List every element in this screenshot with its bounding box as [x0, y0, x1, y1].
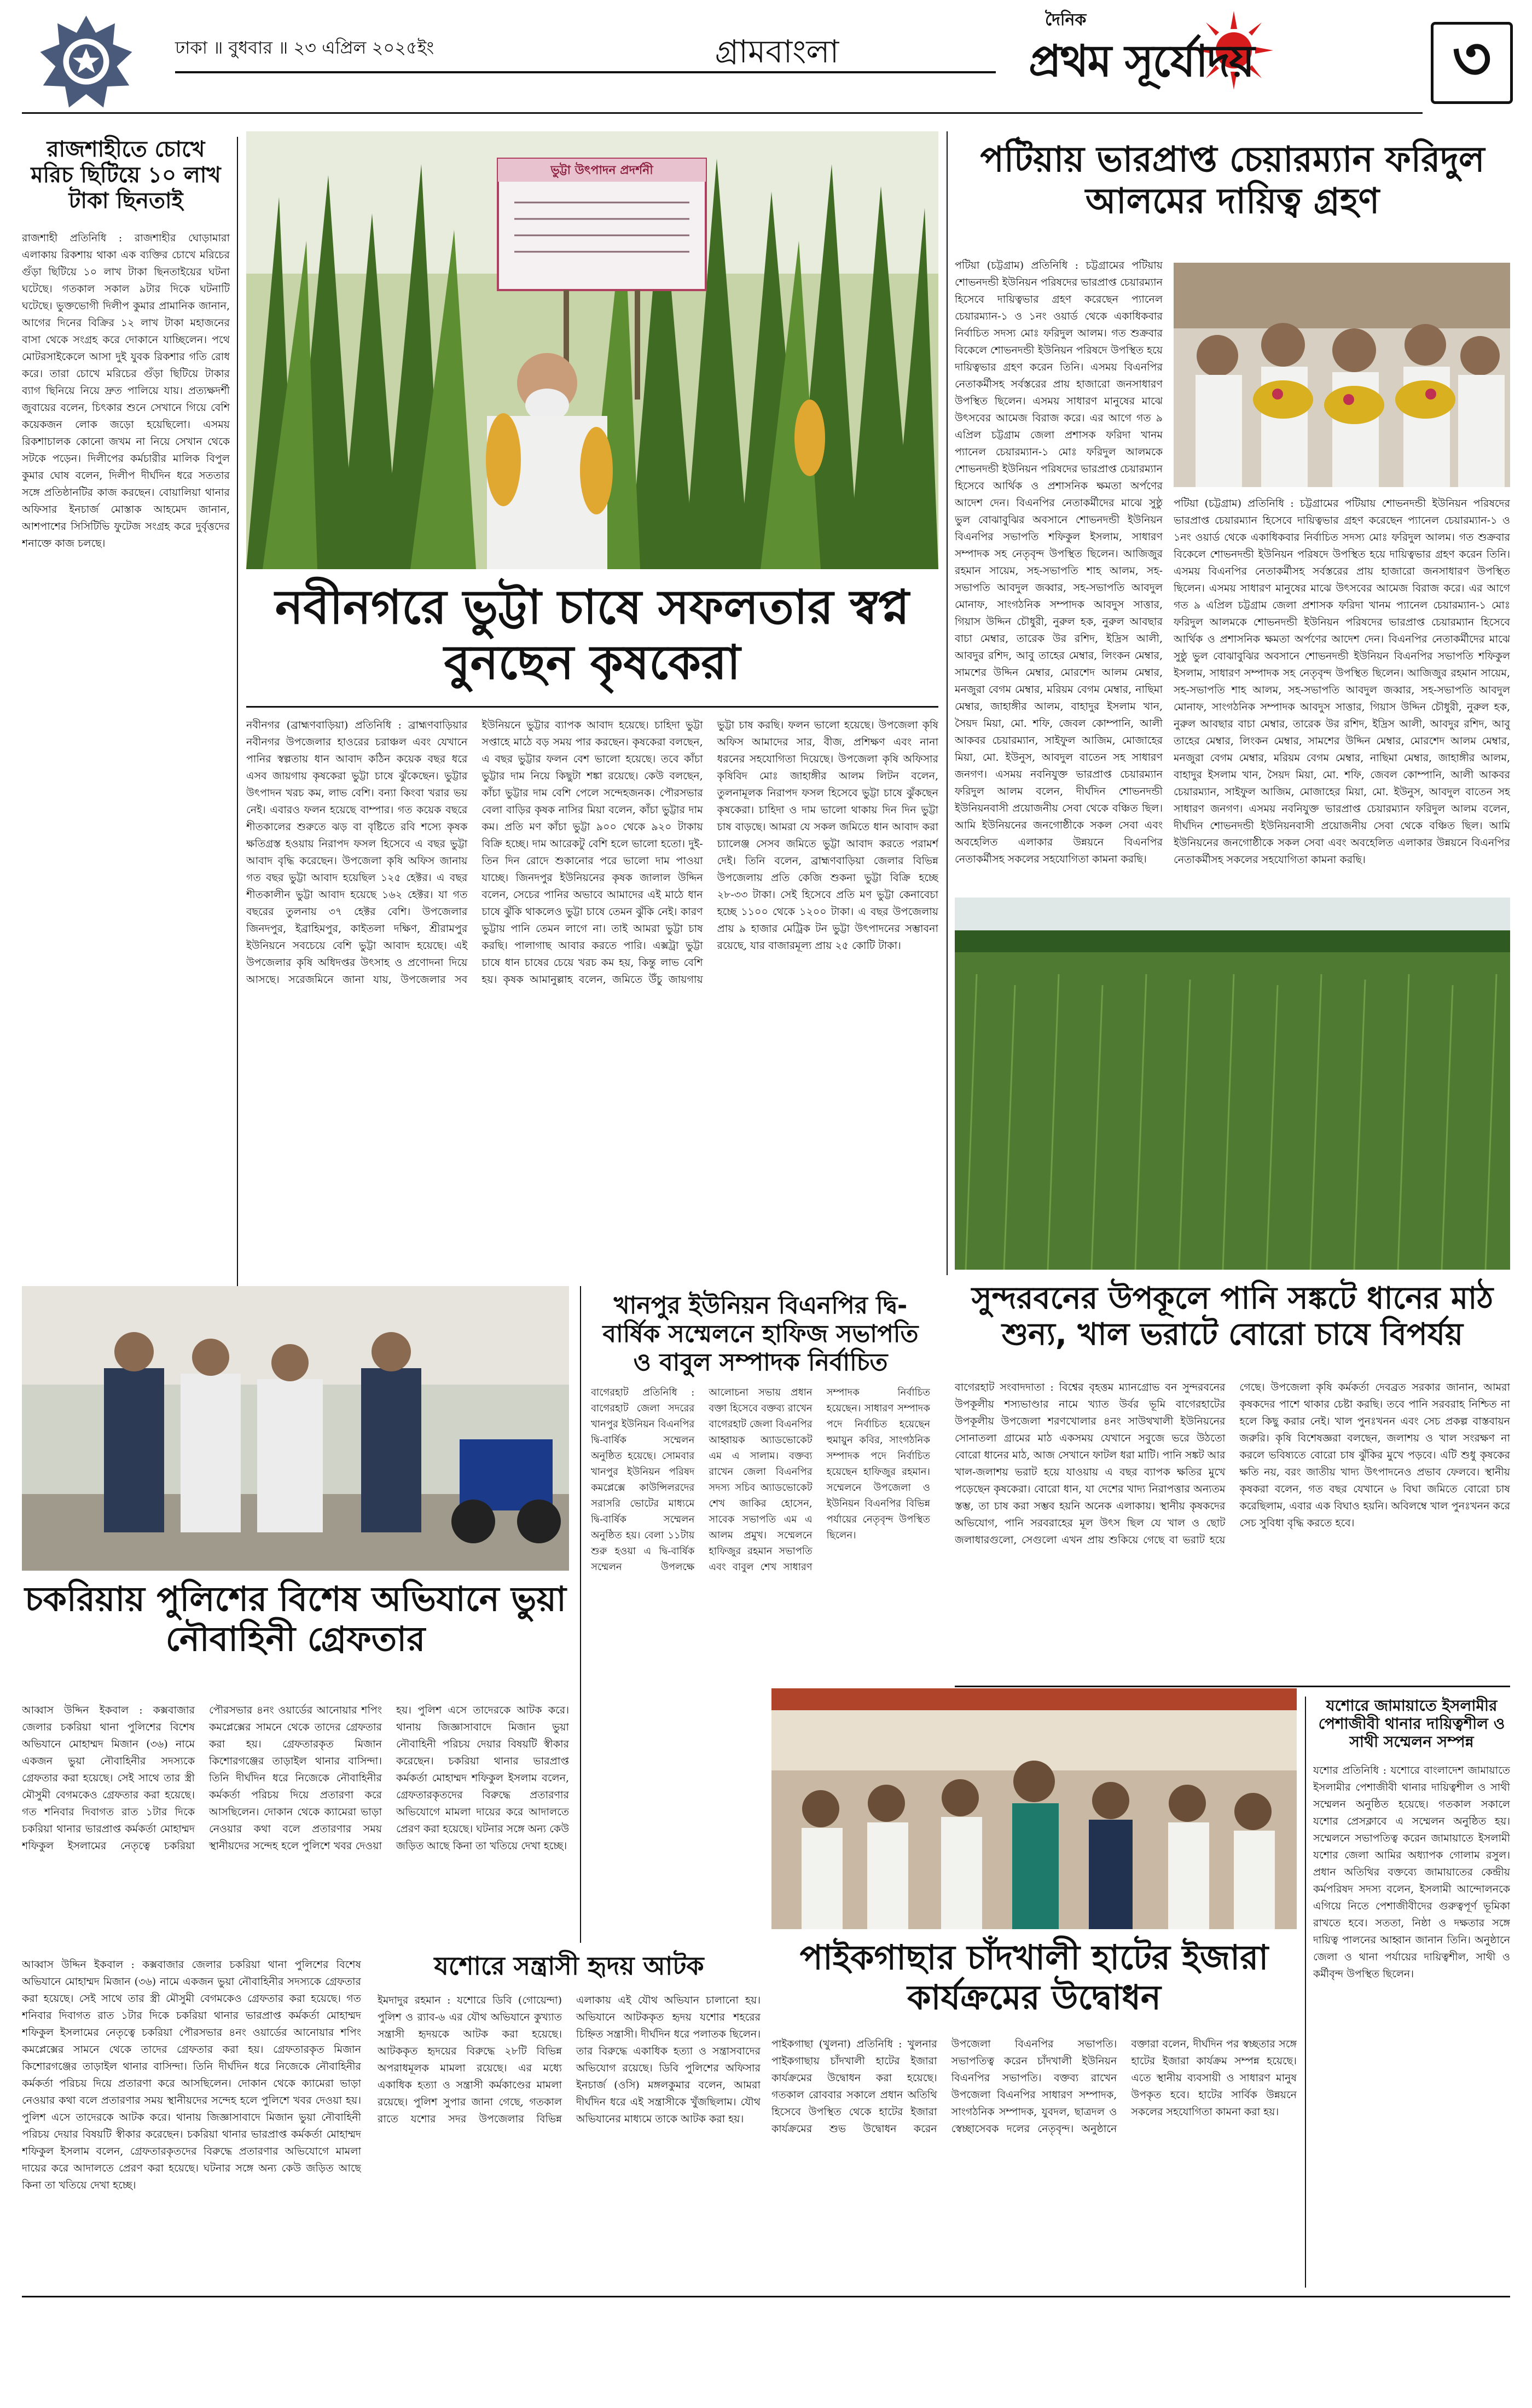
page-number: ৩	[1452, 24, 1492, 94]
corn-body: নবীনগর (ব্রাহ্মণবাড়িয়া) প্রতিনিধি : ব্রাহ্মণবাড়িয়ার নবীনগর উপজেলার হাওরের চরাঞ্চল এবং যেখানে পানির স্বল্পতায় ধান আবাদ কঠিন কয়েক বছর ধরে এসব জায়গায় কৃষকেরা ভুট্টা চাষে ঝুঁকেছেন। ভুট্টার উৎপাদন খরচ কম, লাভ বেশি। বন্যা কিংবা খরার ভয় নেই। এবারও ফলন হয়েছে বাম্পার। গত কয়েক বছরে শীতকালের শুরুতে ঝড় বা বৃষ্টিতে রবি শস্যে কৃষক ক্ষতিগ্রস্ত হওয়ায় নিরাপদ ফসল হিসেবে এ বছর ভুট্টা আবাদ বৃদ্ধি করেছেন। উপজেলা কৃষি অফিস জানায় গত বছর ভুট্টা আবাদ হয়েছিল ১২৫ হেক্টর। এ বছর শীতকালীন ভুট্টা আবাদ হয়েছে ১৬২ হেক্টর। যা গত বছরের তুলনায় ৩৭ হেক্টর বেশি। উপজেলার জিনদপুর, ইব্রাহিমপুর, কাইতলা দক্ষিণ, শ্রীরামপুর ইউনিয়নে সবচেয়ে বেশি ভুট্টা আবাদ হয়েছে। এই উপজেলার কৃষি অধিদপ্তর উৎসাহ ও প্রণোদনা দিয়ে আসছে। সরেজমিনে জানা যায়, উপজেলার সব ইউনিয়নে ভুট্টার ব্যাপক আবাদ হয়েছে। চাহিদা ভুট্টা সপ্তাহে মাঠে বড় সময় পার করছেন। কৃষকেরা বলছেন, এ বছর ভুট্টার ফলন বেশ ভালো হয়েছে। তবে কাঁচা ভুট্টার দাম নিয়ে কিছুটা শঙ্কা রয়েছে। কেউ বলছেন, কাঁচা ভুট্টার দাম বেশি পেলে সন্দেহজনক। পৌরসভার বেলা বাড়ির কৃষক নাসির মিয়া বলেন, কাঁচা ভুট্টার দাম কম। প্রতি মণ কাঁচা ভুট্টা ৯০০ থেকে ৯২০ টাকায় বিক্রি হচ্ছে। দাম আরেকটু বেশি হলে ভালো হতো। দুই-তিন দিন রোদে শুকানোর পরে ভালো দাম পাওয়া যাচ্ছে। জিনদপুর ইউনিয়নের কৃষক জালাল উদ্দিন বলেন, সেচের পানির অভাবে আমাদের এই মাঠে ধান চাষে ঝুঁকি থাকলেও ভুট্টা চাষে তেমন ঝুঁকি নেই। কারণ ভুট্টায় পানি তেমন লাগে না। তাই আমরা ভুট্টা চাষ করছি। পালাগাছ আবার করতে পারি। এক্সট্রা ভুট্টা চাষে ধান চাষের চেয়ে খরচ কম হয়, কিন্তু লাভ বেশি হয়। কৃষক আমানুল্লাহ বলেন, জমিতে উঁচু জায়গায় ভুট্টা চাষ করছি। ফলন ভালো হয়েছে। উপজেলা কৃষি অফিস আমাদের সার, বীজ, প্রশিক্ষণ এবং নানা ধরনের সহযোগিতা দিয়েছে। উপজেলা কৃষি অফিসার কৃষিবিদ মোঃ জাহাঙ্গীর আলম লিটন বলেন, তুলনামূলক নিরাপদ ফসল হিসেবে ভুট্টা চাষে ঝুঁকছেন কৃষকেরা। চাহিদা ও দাম ভালো থাকায় দিন দিন ভুট্টা চাষ বাড়ছে। আমরা যে সকল জমিতে ধান আবাদ করা চ্যালেঞ্জ সেসব জমিতে ভুট্টা আবাদ করতে পরামর্শ দেই। তিনি বলেন, ব্রাহ্মণবাড়িয়া জেলার বিভিন্ন উপজেলায় প্রতি কেজি শুকনা ভুট্টা বিক্রি হচ্ছে ২৮-৩৩ টাকা। সেই হিসেবে প্রতি মণ ভুট্টা কেনাবেচা হচ্ছে ১১০০ থেকে ১২০০ টাকা। এ বছর উপজেলায় প্রায় ৯ হাজার মেট্রিক টন ভুট্টা উৎপাদনের সম্ভাবনা রয়েছে, যার বাজারমূল্য প্রায় ২৫ কোটি টাকা।	[246, 719, 938, 986]
paikgacha-body: পাইকগাছা (খুলনা) প্রতিনিধি : খুলনার পাইকগাছায় চাঁদখালী হাটের ইজারা কার্যক্রমের উদ্বোধন করা হয়েছে। গতকাল রোববার সকালে প্রধান অতিথি হিসেবে উপস্থিত থেকে হাটের ইজারা কার্যক্রমের শুভ উদ্বোধন করেন উপজেলা বিএনপির সভাপতি। সভাপতিত্ব করেন চাঁদখালী ইউনিয়ন বিএনপির সভাপতি। বক্তব্য রাখেন উপজেলা বিএনপির সাধারণ সম্পাদক, সাংগঠনিক সম্পাদক, যুবদল, ছাত্রদল ও স্বেচ্ছাসেবক দলের নেতৃবৃন্দ। অনুষ্ঠানে বক্তারা বলেন, দীর্ঘদিন পর স্বচ্ছতার সঙ্গে হাটের ইজারা কার্যক্রম সম্পন্ন হয়েছে। এতে স্থানীয় ব্যবসায়ী ও সাধারণ মানুষ উপকৃত হবে। হাটের সার্বিক উন্নয়নে সকলের সহযোগিতা কামনা করা হয়।	[771, 2038, 1297, 2135]
garland-photo-illustration	[1174, 263, 1510, 487]
rajshahi-headline: রাজশাহীতে চোখে মরিচ ছিটিয়ে ১০ লাখ টাকা ছিনতাই	[31, 137, 221, 214]
corn-field-illustration	[246, 131, 938, 569]
patiya-body-left: পটিয়া (চট্টগ্রাম) প্রতিনিধি : চট্টগ্রামের পটিয়ায় শোভনদন্ডী ইউনিয়ন পরিষদের ভারপ্রাপ্ত চেয়ারম্যান হিসেবে দায়িত্বভার গ্রহণ করেছেন প্যানেল চেয়ারম্যান-১ ও ১নং ওয়ার্ড থেকে একাধিকবার নির্বাচিত সদস্য মোঃ ফরিদুল আলম। গত শুক্রবার বিকেলে শোভনদন্ডী ইউনিয়ন পরিষদে উপস্থিত হয়ে দায়িত্বভার গ্রহণ করেন তিনি। এসময় বিএনপির নেতাকর্মীসহ সর্বস্তরের প্রায় হাজারো জনসাধারণ উপস্থিত ছিলেন। এসময় সাধারণ মানুষের মাঝে উৎসবের আমেজ বিরাজ করে। এর আগে গত ৯ এপ্রিল চট্টগ্রাম জেলা প্রশাসক ফরিদা খানম প্যানেল চেয়ারম্যান-১ মোঃ ফরিদুল আলমকে শোভনদন্ডী ইউনিয়ন পরিষদের ভারপ্রাপ্ত চেয়ারম্যান হিসেবে আর্থিক ও প্রশাসনিক ক্ষমতা অর্পণের আদেশ দেন। বিএনপির নেতাকর্মীদের মাঝে সুষ্ঠু ভুল বোঝাবুঝির অবসানে শোভনদন্ডী ইউনিয়ন বিএনপির সভাপতি শফিকুল ইসলাম, সাধারণ সম্পাদক সহ নেতৃবৃন্দ উপস্থিত ছিলেন। আজিজুর রহমান সায়েম, সহ-সভাপতি শাহ আলম, সহ-সভাপতি আবদুল জব্বার, সহ-সভাপতি আবদুল মোনাফ, সাংগঠনিক সম্পাদক আবদুস সাত্তার, গিয়াস উদ্দিন চৌধুরী, নুরুল হক, নুরুল আবছার বাচা মেম্বার, তারেক উর রশিদ, ইদ্রিস আলী, আবদুর রশিদ, আবু তাহের মেম্বার, লিংকন মেম্বার, সামশের উদ্দিন মেম্বার, মোরশেদ আলম মেম্বার, মনজুরা বেগম মেম্বার, মরিয়ম বেগম মেম্বার, নাছিমা মেম্বার, জাহাঙ্গীর আলম, বাহাদুর ইসলাম খান, সৈয়দ মিয়া, মো. শফি, জেবল কোম্পানি, আলী আকবর চেয়ারম্যান, সাইফুল আজিম, মোজাহের মিয়া, মো. ইউনুস, আবদুল বাতেন সহ সাধারণ জনগণ। এসময় নবনিযুক্ত ভারপ্রাপ্ত চেয়ারম্যান ফরিদুল আলম বলেন, দীর্ঘদিন শোভনদন্ডী ইউনিয়নবাসী প্রয়োজনীয় সেবা থেকে বঞ্চিত ছিল। আমি ইউনিয়নের জনগোষ্ঠীকে সকল সেবা এবং অবহেলিত এলাকার উন্নয়নে বিএনপির নেতাকর্মীসহ সকলের সহযোগিতা কামনা করছি।	[955, 259, 1163, 865]
sundarban-bottom-rule	[955, 1686, 1510, 1687]
rice-field-illustration	[955, 898, 1510, 1270]
jessore-body: ইমদাদুর রহমান : যশোরে ডিবি (গোয়েন্দা) পুলিশ ও র‍্যাব-৬ এর যৌথ অভিযানে কুখ্যাত সন্ত্রাসী হৃদয়কে আটক করা হয়েছে। আটককৃত হৃদয়ের বিরুদ্ধে ২৮টি বিভিন্ন অপরাধমূলক মামলা রয়েছে। এর মধ্যে একাধিক হত্যা ও সন্ত্রাসী কর্মকাণ্ডের মামলা রয়েছে। পুলিশ সুপার জানা গেছে, গতকাল রাতে যশোর সদর উপজেলার বিভিন্ন এলাকায় এই যৌথ অভিযান চালানো হয়। অভিযানে আটককৃত হৃদয় যশোর শহরের চিহ্নিত সন্ত্রাসী। দীর্ঘদিন ধরে পলাতক ছিলেন। তার বিরুদ্ধে একাধিক হত্যা ও সন্ত্রাসবাদের অভিযোগ রয়েছে। ডিবি পুলিশের অফিসার ইনচার্জ (ওসি) মঙ্গলকুমার বলেন, আমরা দীর্ঘদিন ধরে এই সন্ত্রাসীকে খুঁজছিলাম। যৌথ অভিযানের মাধ্যমে তাকে আটক করা হয়।	[378, 1994, 761, 2125]
sundarban-headline: সুন্দরবনের উপকূলে পানি সঙ্কটে ধানের মাঠ শুন্য, খাল ভরাটে বোরো চাষে বিপর্যয়	[971, 1281, 1494, 1353]
paikgacha-photo	[771, 1688, 1297, 1929]
newspaper-logo	[1029, 7, 1423, 102]
patiya-body-right: পটিয়া (চট্টগ্রাম) প্রতিনিধি : চট্টগ্রামের পটিয়ায় শোভনদন্ডী ইউনিয়ন পরিষদের ভারপ্রাপ্ত চেয়ারম্যান হিসেবে দায়িত্বভার গ্রহণ করেছেন প্যানেল চেয়ারম্যান-১ ও ১নং ওয়ার্ড থেকে একাধিকবার নির্বাচিত সদস্য মোঃ ফরিদুল আলম। গত শুক্রবার বিকেলে শোভনদন্ডী ইউনিয়ন পরিষদে উপস্থিত হয়ে দায়িত্বভার গ্রহণ করেন তিনি। এসময় বিএনপির নেতাকর্মীসহ সর্বস্তরের প্রায় হাজারো জনসাধারণ উপস্থিত ছিলেন। এসময় সাধারণ মানুষের মাঝে উৎসবের আমেজ বিরাজ করে। এর আগে গত ৯ এপ্রিল চট্টগ্রাম জেলা প্রশাসক ফরিদা খানম প্যানেল চেয়ারম্যান-১ মোঃ ফরিদুল আলমকে শোভনদন্ডী ইউনিয়ন পরিষদের ভারপ্রাপ্ত চেয়ারম্যান হিসেবে আর্থিক ও প্রশাসনিক ক্ষমতা অর্পণের আদেশ দেন। বিএনপির নেতাকর্মীদের মাঝে সুষ্ঠু ভুল বোঝাবুঝির অবসানে শোভনদন্ডী ইউনিয়ন বিএনপির সভাপতি শফিকুল ইসলাম, সাধারণ সম্পাদক সহ নেতৃবৃন্দ উপস্থিত ছিলেন। আজিজুর রহমান সায়েম, সহ-সভাপতি শাহ আলম, সহ-সভাপতি আবদুল জব্বার, সহ-সভাপতি আবদুল মোনাফ, সাংগঠনিক সম্পাদক আবদুস সাত্তার, গিয়াস উদ্দিন চৌধুরী, নুরুল হক, নুরুল আবছার বাচা মেম্বার, তারেক উর রশিদ, ইদ্রিস আলী, আবদুর রশিদ, আবু তাহের মেম্বার, লিংকন মেম্বার, সামশের উদ্দিন মেম্বার, মোরশেদ আলম মেম্বার, মনজুরা বেগম মেম্বার, মরিয়ম বেগম মেম্বার, নাছিমা মেম্বার, জাহাঙ্গীর আলম, বাহাদুর ইসলাম খান, সৈয়দ মিয়া, মো. শফি, জেবল কোম্পানি, আলী আকবর চেয়ারম্যান, সাইফুল আজিম, মোজাহের মিয়া, মো. ইউনুস, আবদুল বাতেন সহ সাধারণ জনগণ। এসময় নবনিযুক্ত ভারপ্রাপ্ত চেয়ারম্যান ফরিদুল আলম বলেন, দীর্ঘদিন শোভনদন্ডী ইউনিয়নবাসী প্রয়োজনীয় সেবা থেকে বঞ্চিত ছিল। আমি ইউনিয়নের জনগোষ্ঠীকে সকল সেবা এবং অবহেলিত এলাকার উন্নয়নে বিএনপির নেতাকর্মীসহ সকলের সহযোগিতা কামনা করছি।	[1174, 497, 1510, 866]
meeting-stage-illustration	[771, 1688, 1297, 1929]
chakaria-photo	[22, 1286, 569, 1571]
column-divider	[1305, 1697, 1306, 2288]
logo-main-text: প্রথম সূর্যোদয়	[1029, 36, 1254, 86]
rajshahi-body: রাজশাহী প্রতিনিধি : রাজশাহীর ঘোড়ামারা এলাকায় রিকশায় থাকা এক ব্যক্তির চোখে মরিচের গুঁড়া ছিটিয়ে ১০ লাখ টাকা ছিনতাইয়ের ঘটনা ঘটেছে। গতকাল সকাল ৯টার দিকে ঘটনাটি ঘটেছে। ভুক্তভোগী দিলীপ কুমার প্রামানিক জানান, আগের দিনের বিক্রির ১২ লাখ টাকা মহাজনের বাসা থেকে সংগ্রহ করে দোকানে যাচ্ছিলেন। পথে মোটরসাইকেলে আসা দুই যুবক রিকশার গতি রোধ করে। তারা চোখে মরিচের গুঁড়া ছিটিয়ে টাকার ব্যাগ ছিনিয়ে নিয়ে দ্রুত পালিয়ে যায়। প্রত্যক্ষদর্শী জুবায়ের বলেন, চিৎকার শুনে সেখানে গিয়ে বেশি কয়েকজন লোক জড়ো হয়েছিলো। এসময় রিকশাচালক কোনো জখম না নিয়ে সেখান থেকে সটকে পড়েন। দিলীপের কর্মচারীর মালিক বিপুল কুমার ঘোষ বলেন, দিলীপ দীর্ঘদিন ধরে সততার সঙ্গে প্রতিষ্ঠানটির কাজ করছেন। বোয়ালিয়া থানার অফিসার ইনচার্জ মোস্তাক আহমেদ জানান, আশপাশের সিসিটিভি ফুটেজ সংগ্রহ করে দুর্বৃত্তদের শনাক্তে কাজ চলছে।	[22, 232, 230, 549]
column-divider	[237, 137, 238, 1286]
patiya-photo	[1174, 263, 1510, 487]
page-bottom-rule	[22, 2296, 1510, 2297]
chakaria-body-continued: আব্বাস উদ্দিন ইকবাল : কক্সবাজার জেলার চকরিয়া থানা পুলিশের বিশেষ অভিযানে মোহাম্মদ মিজান (৩৬) নামে একজন ভুয়া নৌবাহিনীর সদস্যকে গ্রেফতার করা হয়েছে। সেই সাথে তার স্ত্রী মৌসুমী বেগমকেও গ্রেফতার করা হয়েছে। গত শনিবার দিবাগত রাত ১টার দিকে চকরিয়া থানার ভারপ্রাপ্ত কর্মকর্তা মোহাম্মদ শফিকুল ইসলামের নেতৃত্বে চকরিয়া পৌরসভার ৪নং ওয়ার্ডের আনোয়ার শপিং কমপ্লেক্সের সামনে থেকে তাদের গ্রেফতার করা হয়। গ্রেফতারকৃত মিজান কিশোরগঞ্জের তাড়াইল থানার বাসিন্দা। তিনি দীর্ঘদিন ধরে নিজেকে নৌবাহিনীর কর্মকর্তা পরিচয় দিয়ে প্রতারণা করে আসছিলেন। দোকান থেকে ক্যামেরা ভাড়া নেওয়ার কথা বলে প্রতারণার সময় স্থানীয়দের সন্দেহ হলে পুলিশে খবর দেওয়া হয়। পুলিশ এসে তাদেরকে আটক করে। থানায় জিজ্ঞাসাবাদে মিজান ভুয়া নৌবাহিনী পরিচয় দেয়ার বিষয়টি স্বীকার করেছেন। চকরিয়া থানার ভারপ্রাপ্ত কর্মকর্তা মোহাম্মদ শফিকুল ইসলাম বলেন, গ্রেফতারকৃতদের বিরুদ্ধে প্রতারণার অভিযোগে মামলা দায়ের করে আদালতে প্রেরণ করা হয়েছে। ঘটনার সঙ্গে অন্য কেউ জড়িত আছে কিনা তা খতিয়ে দেখা হচ্ছে।	[22, 1959, 361, 2191]
page-number-box	[1431, 22, 1513, 104]
chakaria-headline: চকরিয়ায় পুলিশের বিশেষ অভিযানে ভুয়া নৌবাহিনী গ্রেফতার	[25, 1579, 566, 1659]
corn-field-photo	[246, 131, 938, 569]
jessore-headline: যশোরে সন্ত্রাসী হৃদয় আটক	[434, 1951, 704, 1981]
sundarban-body: বাগেরহাট সংবাদদাতা : বিশ্বের বৃহত্তম ম্যানগ্রোভ বন সুন্দরবনের উপকূলীয় শস্যভাণ্ডার নামে খ্যাত উর্বর ভূমি বাগেরহাটের উপকূলীয় উপজেলা শরণখোলার ৪নং সাউথখালী ইউনিয়নের সোনাতলা গ্রামের মাঠ একসময় যেখানে সবুজে ভরে উঠতো বোরো ধানের মাঠ, আজ সেখানে ফাটল ধরা মাটি। পানি সঙ্কট আর খাল-জলাশয় ভরাট হয়ে যাওয়ায় এ বছর ব্যাপক ক্ষতির মুখে পড়েছেন কৃষকেরা। বোরো ধান, যা দেশের খাদ্য নিরাপত্তার অন্যতম স্তম্ভ, তা চাষ করা সম্ভব হয়নি অনেক এলাকায়। স্থানীয় কৃষকদের অভিযোগ, পানি সরবরাহের মূল উৎস ছিল যে খাল ও ছোট জলাধারগুলো, সেগুলো এখন প্রায় শুকিয়ে গেছে বা ভরাট হয়ে গেছে। উপজেলা কৃষি কর্মকর্তা দেবব্রত সরকার জানান, আমরা কৃষকদের পাশে থাকার চেষ্টা করছি। তবে পানি সরবরাহ নিশ্চিত না হলে কিছু করার নেই। খাল পুনঃখনন এবং সেচ প্রকল্প বাস্তবায়ন জরুরি। কৃষি বিশেষজ্ঞরা বলছেন, জলাশয় ও খাল সংরক্ষণ না করলে ভবিষ্যতে বোরো চাষ ঝুঁকির মুখে পড়বে। এটি শুধু কৃষকের ক্ষতি নয়, বরং জাতীয় খাদ্য উৎপাদনেও প্রভাব ফেলবে। স্থানীয় কৃষকরা বলেন, গত বছর যেখানে ৬ বিঘা জমিতে বোরো চাষ করেছিলাম, এবার এক বিঘাও হয়নি। অবিলম্বে খাল পুনঃখনন করে সেচ সুবিধা বৃদ্ধি করতে হবে।	[955, 1381, 1510, 1546]
paikgacha-headline: পাইকগাছার চাঁদখালী হাটের ইজারা কার্যক্রমের উদ্বোধন	[799, 1937, 1269, 2018]
masthead-bottom-rule	[22, 112, 1423, 114]
corn-headline-rule	[246, 706, 938, 708]
masthead-rule	[175, 71, 996, 73]
jessore-jamaat-body: যশোর প্রতিনিধি : যশোরে বাংলাদেশ জামায়াতে ইসলামীর পেশাজীবী থানার দায়িত্বশীল ও সাথী সম্মেলন অনুষ্ঠিত হয়েছে। গতকাল সকালে যশোর প্রেসক্লাবে এ সম্মেলন অনুষ্ঠিত হয়। সম্মেলনে সভাপতিত্ব করেন জামায়াতে ইসলামী যশোর জেলা আমির অধ্যাপক গোলাম রসুল। প্রধান অতিথির বক্তব্যে জামায়াতের কেন্দ্রীয় কর্মপরিষদ সদস্য বলেন, ইসলামী আন্দোলনকে এগিয়ে নিতে পেশাজীবীদের গুরুত্বপূর্ণ ভূমিকা রাখতে হবে। সততা, নিষ্ঠা ও দক্ষতার সঙ্গে দায়িত্ব পালনের আহ্বান জানান তিনি। অনুষ্ঠানে জেলা ও থানা পর্যায়ের দায়িত্বশীল, সাথী ও কর্মীবৃন্দ উপস্থিত ছিলেন।	[1313, 1764, 1510, 1980]
sign-title: ভুট্টা উৎপাদন প্রদর্শনী	[550, 164, 653, 177]
section-title: গ্রামবাংলা	[715, 33, 839, 70]
khanpur-headline: খানপুর ইউনিয়ন বিএনপির দ্বি-বার্ষিক সম্মেলনে হাফিজ সভাপতি ও বাবুল সম্পাদক নির্বাচিত	[602, 1292, 919, 1376]
khanpur-body: বাগেরহাট প্রতিনিধি : বাগেরহাট জেলা সদরের খানপুর ইউনিয়ন বিএনপির দ্বি-বার্ষিক সম্মেলন অনুষ্ঠিত হয়েছে। সোমবার খানপুর ইউনিয়ন পরিষদ কমপ্লেক্সে কাউন্সিলরদের সরাসরি ভোটের মাধ্যমে দ্বি-বার্ষিক সম্মেলন অনুষ্ঠিত হয়। বেলা ১১টায় শুরু হওয়া এ দ্বি-বার্ষিক সম্মেলন উপলক্ষে আলোচনা সভায় প্রধান বক্তা হিসেবে বক্তব্য রাখেন বাগেরহাট জেলা বিএনপির আহ্বায়ক অ্যাডভোকেট এম এ সালাম। বক্তব্য রাখেন জেলা বিএনপির সদস্য সচিব অ্যাডভোকেট শেখ জাকির হোসেন, সাবেক সভাপতি এম এ আলম প্রমুখ। সম্মেলনে হাফিজুর রহমান সভাপতি এবং বাবুল শেখ সাধারণ সম্পাদক নির্বাচিত হয়েছেন। সাধারণ সম্পাদক পদে নির্বাচিত হয়েছেন হুমায়ুন কবির, সাংগঠনিক সম্পাদক পদে নির্বাচিত হয়েছেন হাফিজুর রহমান। সম্মেলনে উপজেলা ও ইউনিয়ন বিএনপির বিভিন্ন পর্যায়ের নেতৃবৃন্দ উপস্থিত ছিলেন।	[591, 1387, 930, 1573]
jessore-jamaat-headline: যশোরে জামায়াতে ইসলামীর পেশাজীবী থানার দায়িত্বশীল ও সাথী সম্মেলন সম্পন্ন	[1318, 1697, 1505, 1751]
column-divider	[947, 131, 948, 1275]
rice-field-photo	[955, 898, 1510, 1270]
patiya-headline: পটিয়ায় ভারপ্রাপ্ত চেয়ারম্যান ফরিদুল আলমের দায়িত্ব গ্রহণ	[980, 140, 1485, 222]
masthead	[0, 0, 1532, 126]
logo-small-text: দৈনিক	[1045, 10, 1087, 30]
dateline: ঢাকা ॥ বুধবার ॥ ২৩ এপ্রিল ২০২৫ইং	[175, 37, 434, 58]
ornament-icon	[38, 14, 134, 109]
chakaria-body: আব্বাস উদ্দিন ইকবাল : কক্সবাজার জেলার চকরিয়া থানা পুলিশের বিশেষ অভিযানে মোহাম্মদ মিজান (৩৬) নামে একজন ভুয়া নৌবাহিনীর সদস্যকে গ্রেফতার করা হয়েছে। সেই সাথে তার স্ত্রী মৌসুমী বেগমকেও গ্রেফতার করা হয়েছে। গত শনিবার দিবাগত রাত ১টার দিকে চকরিয়া থানার ভারপ্রাপ্ত কর্মকর্তা মোহাম্মদ শফিকুল ইসলামের নেতৃত্বে চকরিয়া পৌরসভার ৪নং ওয়ার্ডের আনোয়ার শপিং কমপ্লেক্সের সামনে থেকে তাদের গ্রেফতার করা হয়। গ্রেফতারকৃত মিজান কিশোরগঞ্জের তাড়াইল থানার বাসিন্দা। তিনি দীর্ঘদিন ধরে নিজেকে নৌবাহিনীর কর্মকর্তা পরিচয় দিয়ে প্রতারণা করে আসছিলেন। দোকান থেকে ক্যামেরা ভাড়া নেওয়ার কথা বলে প্রতারণার সময় স্থানীয়দের সন্দেহ হলে পুলিশে খবর দেওয়া হয়। পুলিশ এসে তাদেরকে আটক করে। থানায় জিজ্ঞাসাবাদে মিজান ভুয়া নৌবাহিনী পরিচয় দেয়ার বিষয়টি স্বীকার করেছেন। চকরিয়া থানার ভারপ্রাপ্ত কর্মকর্তা মোহাম্মদ শফিকুল ইসলাম বলেন, গ্রেফতারকৃতদের বিরুদ্ধে প্রতারণার অভিযোগে মামলা দায়ের করে আদালতে প্রেরণ করা হয়েছে। ঘটনার সঙ্গে অন্য কেউ জড়িত আছে কিনা তা খতিয়ে দেখা হচ্ছে।	[22, 1704, 569, 1852]
police-station-illustration	[22, 1286, 569, 1571]
corn-headline: নবীনগরে ভুট্টা চাষে সফলতার স্বপ্ন বুনছেন কৃষকেরা	[275, 580, 910, 691]
column-divider	[580, 1286, 581, 1943]
